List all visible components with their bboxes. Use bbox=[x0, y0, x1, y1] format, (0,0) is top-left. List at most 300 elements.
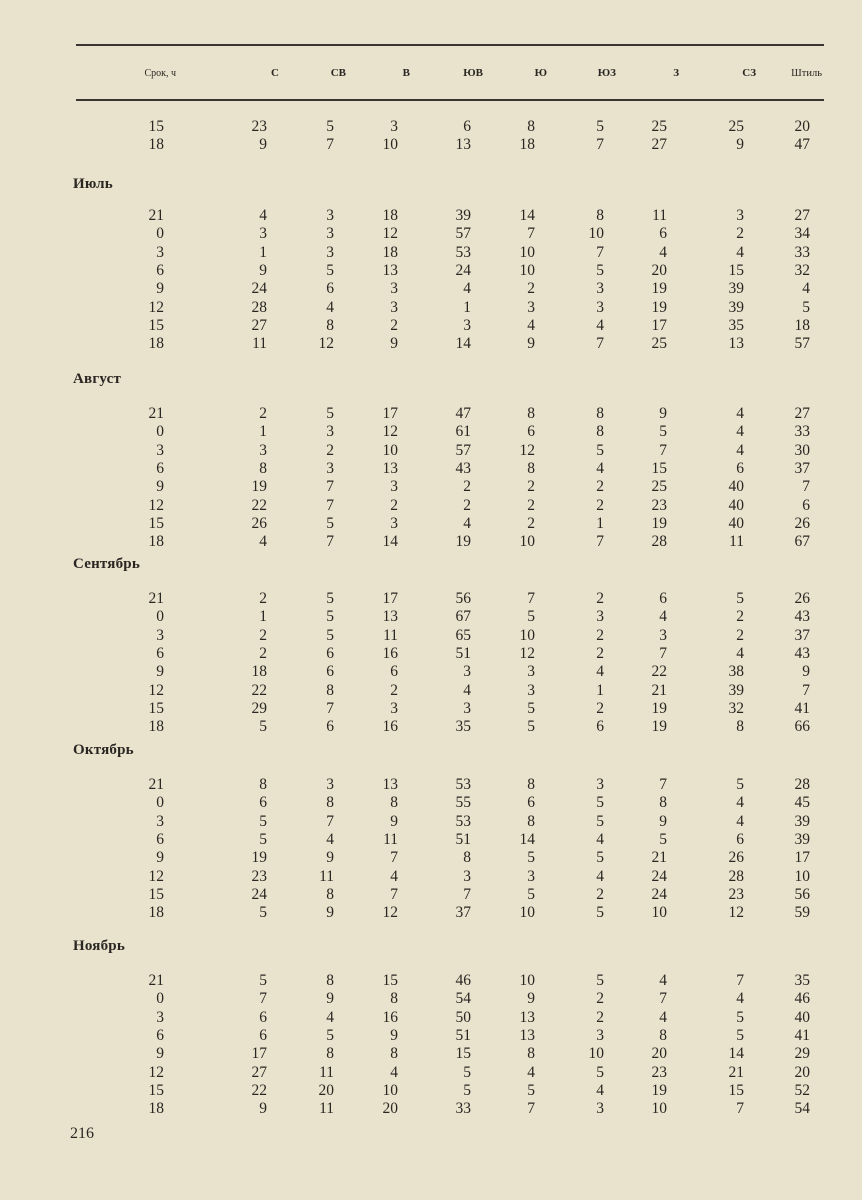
value-cell: 4 bbox=[326, 831, 334, 849]
table-row bbox=[0, 867, 810, 885]
value-cell: 9 bbox=[390, 1027, 398, 1045]
table-row bbox=[0, 262, 810, 280]
value-cell: 2 bbox=[596, 699, 604, 717]
table-header-rule bbox=[76, 99, 824, 101]
value-cell: 12 bbox=[382, 225, 398, 243]
value-cell: 3 bbox=[463, 316, 471, 334]
value-cell: 9 bbox=[390, 335, 398, 353]
value-cell: 7 bbox=[659, 776, 667, 794]
value-cell: 28 bbox=[794, 776, 810, 794]
value-cell: 4 bbox=[259, 207, 267, 225]
value-cell: 7 bbox=[527, 225, 535, 243]
value-cell: 12 bbox=[382, 423, 398, 441]
header-cell: ЮВ bbox=[463, 67, 483, 79]
value-cell: 52 bbox=[794, 1081, 810, 1099]
value-cell: 9 bbox=[326, 904, 334, 922]
hour-cell: 21 bbox=[148, 207, 164, 225]
value-cell: 3 bbox=[463, 699, 471, 717]
header-cell: ЮЗ bbox=[597, 67, 616, 79]
value-cell: 8 bbox=[390, 794, 398, 812]
month-table bbox=[0, 118, 810, 155]
value-cell: 2 bbox=[736, 626, 744, 644]
value-cell: 4 bbox=[463, 514, 471, 532]
table-row bbox=[0, 317, 810, 335]
value-cell: 47 bbox=[794, 136, 810, 154]
month-heading: Октябрь bbox=[73, 742, 134, 758]
value-cell: 54 bbox=[455, 990, 471, 1008]
value-cell: 24 bbox=[251, 885, 267, 903]
value-cell: 15 bbox=[728, 262, 744, 280]
hour-cell: 3 bbox=[156, 812, 164, 830]
value-cell: 5 bbox=[659, 831, 667, 849]
value-cell: 12 bbox=[519, 645, 535, 663]
table-row bbox=[0, 298, 810, 316]
value-cell: 10 bbox=[519, 243, 535, 261]
header-cell: С bbox=[271, 67, 279, 79]
value-cell: 2 bbox=[596, 626, 604, 644]
table-row bbox=[0, 608, 810, 626]
value-cell: 2 bbox=[390, 496, 398, 514]
value-cell: 6 bbox=[802, 496, 810, 514]
value-cell: 46 bbox=[794, 990, 810, 1008]
value-cell: 9 bbox=[527, 335, 535, 353]
value-cell: 5 bbox=[259, 972, 267, 990]
hour-cell: 18 bbox=[148, 533, 164, 551]
value-cell: 18 bbox=[382, 243, 398, 261]
value-cell: 27 bbox=[651, 136, 667, 154]
value-cell: 17 bbox=[651, 316, 667, 334]
value-cell: 17 bbox=[794, 849, 810, 867]
value-cell: 57 bbox=[455, 441, 471, 459]
value-cell: 8 bbox=[596, 405, 604, 423]
value-cell: 4 bbox=[596, 460, 604, 478]
value-cell: 6 bbox=[736, 460, 744, 478]
table-row bbox=[0, 849, 810, 867]
value-cell: 4 bbox=[527, 1063, 535, 1081]
value-cell: 39 bbox=[728, 280, 744, 298]
value-cell: 37 bbox=[455, 904, 471, 922]
value-cell: 10 bbox=[382, 136, 398, 154]
hour-cell: 21 bbox=[148, 776, 164, 794]
table-row bbox=[0, 460, 810, 478]
value-cell: 8 bbox=[527, 460, 535, 478]
value-cell: 8 bbox=[596, 423, 604, 441]
value-cell: 5 bbox=[259, 812, 267, 830]
value-cell: 1 bbox=[596, 514, 604, 532]
table-top-rule bbox=[76, 44, 824, 46]
value-cell: 4 bbox=[802, 280, 810, 298]
value-cell: 3 bbox=[390, 118, 398, 136]
value-cell: 7 bbox=[390, 885, 398, 903]
value-cell: 2 bbox=[596, 496, 604, 514]
value-cell: 19 bbox=[455, 533, 471, 551]
value-cell: 20 bbox=[794, 118, 810, 136]
table-row bbox=[0, 776, 810, 794]
hour-cell: 18 bbox=[148, 1100, 164, 1118]
value-cell: 11 bbox=[383, 831, 398, 849]
table-row bbox=[0, 533, 810, 551]
value-cell: 5 bbox=[596, 972, 604, 990]
value-cell: 11 bbox=[252, 335, 267, 353]
value-cell: 7 bbox=[259, 990, 267, 1008]
value-cell: 5 bbox=[326, 626, 334, 644]
value-cell: 5 bbox=[326, 118, 334, 136]
value-cell: 3 bbox=[390, 514, 398, 532]
table-row bbox=[0, 335, 810, 353]
table-row bbox=[0, 1027, 810, 1045]
value-cell: 43 bbox=[455, 460, 471, 478]
value-cell: 19 bbox=[651, 718, 667, 736]
value-cell: 3 bbox=[390, 699, 398, 717]
value-cell: 24 bbox=[455, 262, 471, 280]
value-cell: 15 bbox=[728, 1081, 744, 1099]
value-cell: 67 bbox=[794, 533, 810, 551]
value-cell: 11 bbox=[383, 626, 398, 644]
hour-cell: 12 bbox=[148, 496, 164, 514]
value-cell: 16 bbox=[382, 645, 398, 663]
value-cell: 10 bbox=[519, 533, 535, 551]
value-cell: 8 bbox=[326, 1045, 334, 1063]
value-cell: 5 bbox=[596, 1063, 604, 1081]
value-cell: 2 bbox=[596, 990, 604, 1008]
value-cell: 2 bbox=[596, 478, 604, 496]
hour-cell: 12 bbox=[148, 867, 164, 885]
value-cell: 3 bbox=[596, 280, 604, 298]
table-row bbox=[0, 718, 810, 736]
value-cell: 46 bbox=[455, 972, 471, 990]
value-cell: 4 bbox=[259, 533, 267, 551]
value-cell: 6 bbox=[659, 590, 667, 608]
value-cell: 40 bbox=[728, 514, 744, 532]
value-cell: 3 bbox=[326, 243, 334, 261]
hour-cell: 3 bbox=[156, 1008, 164, 1026]
header-cell: СЗ bbox=[742, 67, 756, 79]
value-cell: 3 bbox=[259, 441, 267, 459]
hour-cell: 3 bbox=[156, 441, 164, 459]
value-cell: 5 bbox=[326, 608, 334, 626]
value-cell: 19 bbox=[651, 280, 667, 298]
table-row bbox=[0, 1100, 810, 1118]
table-row bbox=[0, 813, 810, 831]
hour-cell: 0 bbox=[156, 225, 164, 243]
value-cell: 7 bbox=[463, 885, 471, 903]
value-cell: 10 bbox=[588, 225, 604, 243]
value-cell: 8 bbox=[259, 460, 267, 478]
value-cell: 4 bbox=[596, 663, 604, 681]
table-row bbox=[0, 442, 810, 460]
value-cell: 3 bbox=[326, 776, 334, 794]
value-cell: 8 bbox=[527, 405, 535, 423]
value-cell: 53 bbox=[455, 812, 471, 830]
value-cell: 8 bbox=[659, 794, 667, 812]
value-cell: 3 bbox=[326, 423, 334, 441]
value-cell: 3 bbox=[390, 280, 398, 298]
table-row bbox=[0, 1009, 810, 1027]
value-cell: 13 bbox=[728, 335, 744, 353]
value-cell: 26 bbox=[251, 514, 267, 532]
value-cell: 4 bbox=[596, 831, 604, 849]
value-cell: 5 bbox=[527, 699, 535, 717]
value-cell: 25 bbox=[651, 118, 667, 136]
value-cell: 20 bbox=[318, 1081, 334, 1099]
table-row bbox=[0, 904, 810, 922]
value-cell: 2 bbox=[259, 590, 267, 608]
value-cell: 9 bbox=[527, 990, 535, 1008]
value-cell: 21 bbox=[651, 849, 667, 867]
value-cell: 12 bbox=[382, 904, 398, 922]
value-cell: 24 bbox=[251, 280, 267, 298]
value-cell: 2 bbox=[390, 316, 398, 334]
value-cell: 4 bbox=[463, 681, 471, 699]
value-cell: 66 bbox=[794, 718, 810, 736]
value-cell: 6 bbox=[259, 1027, 267, 1045]
value-cell: 4 bbox=[736, 645, 744, 663]
table-row bbox=[0, 225, 810, 243]
value-cell: 5 bbox=[596, 849, 604, 867]
value-cell: 7 bbox=[736, 972, 744, 990]
month-table bbox=[0, 590, 810, 736]
value-cell: 7 bbox=[326, 478, 334, 496]
hour-cell: 15 bbox=[148, 316, 164, 334]
value-cell: 27 bbox=[794, 207, 810, 225]
hour-cell: 15 bbox=[148, 514, 164, 532]
table-row bbox=[0, 280, 810, 298]
value-cell: 39 bbox=[728, 298, 744, 316]
value-cell: 13 bbox=[519, 1008, 535, 1026]
value-cell: 6 bbox=[527, 423, 535, 441]
value-cell: 4 bbox=[736, 812, 744, 830]
value-cell: 4 bbox=[736, 794, 744, 812]
value-cell: 2 bbox=[390, 681, 398, 699]
value-cell: 23 bbox=[651, 496, 667, 514]
value-cell: 5 bbox=[463, 1063, 471, 1081]
value-cell: 16 bbox=[382, 718, 398, 736]
value-cell: 7 bbox=[326, 496, 334, 514]
value-cell: 1 bbox=[259, 608, 267, 626]
value-cell: 2 bbox=[463, 478, 471, 496]
value-cell: 29 bbox=[794, 1045, 810, 1063]
value-cell: 8 bbox=[326, 681, 334, 699]
table-header bbox=[0, 62, 822, 84]
table-row bbox=[0, 590, 810, 608]
value-cell: 7 bbox=[326, 533, 334, 551]
table-row bbox=[0, 515, 810, 533]
value-cell: 39 bbox=[728, 681, 744, 699]
value-cell: 5 bbox=[659, 423, 667, 441]
hour-cell: 15 bbox=[148, 885, 164, 903]
value-cell: 27 bbox=[794, 405, 810, 423]
value-cell: 4 bbox=[527, 316, 535, 334]
value-cell: 14 bbox=[519, 831, 535, 849]
value-cell: 5 bbox=[736, 776, 744, 794]
table-row bbox=[0, 118, 810, 136]
value-cell: 26 bbox=[728, 849, 744, 867]
value-cell: 54 bbox=[794, 1100, 810, 1118]
value-cell: 22 bbox=[651, 663, 667, 681]
month-table bbox=[0, 776, 810, 922]
value-cell: 11 bbox=[319, 1100, 334, 1118]
table-row bbox=[0, 645, 810, 663]
table-row bbox=[0, 244, 810, 262]
month-heading: Июль bbox=[73, 176, 113, 192]
value-cell: 6 bbox=[390, 663, 398, 681]
value-cell: 20 bbox=[651, 1045, 667, 1063]
header-cell: Ю bbox=[534, 67, 547, 79]
hour-cell: 9 bbox=[156, 849, 164, 867]
value-cell: 40 bbox=[728, 478, 744, 496]
value-cell: 18 bbox=[382, 207, 398, 225]
value-cell: 15 bbox=[382, 972, 398, 990]
value-cell: 25 bbox=[651, 478, 667, 496]
value-cell: 5 bbox=[802, 298, 810, 316]
hour-cell: 6 bbox=[156, 831, 164, 849]
value-cell: 4 bbox=[736, 405, 744, 423]
value-cell: 4 bbox=[736, 423, 744, 441]
value-cell: 8 bbox=[527, 1045, 535, 1063]
value-cell: 13 bbox=[382, 608, 398, 626]
value-cell: 7 bbox=[326, 699, 334, 717]
value-cell: 8 bbox=[326, 316, 334, 334]
value-cell: 22 bbox=[251, 681, 267, 699]
table-row bbox=[0, 794, 810, 812]
value-cell: 23 bbox=[251, 867, 267, 885]
value-cell: 7 bbox=[390, 849, 398, 867]
value-cell: 32 bbox=[794, 262, 810, 280]
value-cell: 4 bbox=[736, 441, 744, 459]
value-cell: 51 bbox=[455, 1027, 471, 1045]
value-cell: 33 bbox=[794, 243, 810, 261]
value-cell: 8 bbox=[326, 885, 334, 903]
value-cell: 14 bbox=[728, 1045, 744, 1063]
value-cell: 4 bbox=[596, 1081, 604, 1099]
value-cell: 2 bbox=[596, 885, 604, 903]
table-row bbox=[0, 405, 810, 423]
header-cell: Штиль bbox=[791, 67, 822, 79]
month-table bbox=[0, 207, 810, 353]
value-cell: 39 bbox=[794, 812, 810, 830]
table-row bbox=[0, 700, 810, 718]
value-cell: 59 bbox=[794, 904, 810, 922]
value-cell: 6 bbox=[326, 718, 334, 736]
value-cell: 13 bbox=[455, 136, 471, 154]
value-cell: 65 bbox=[455, 626, 471, 644]
value-cell: 4 bbox=[736, 243, 744, 261]
value-cell: 40 bbox=[794, 1008, 810, 1026]
value-cell: 5 bbox=[259, 718, 267, 736]
value-cell: 17 bbox=[251, 1045, 267, 1063]
hour-cell: 0 bbox=[156, 990, 164, 1008]
table-row bbox=[0, 136, 810, 154]
value-cell: 5 bbox=[527, 885, 535, 903]
hour-cell: 9 bbox=[156, 478, 164, 496]
header-cell: Срок, ч bbox=[144, 67, 176, 79]
value-cell: 22 bbox=[251, 496, 267, 514]
hour-cell: 15 bbox=[148, 118, 164, 136]
value-cell: 9 bbox=[659, 405, 667, 423]
table-row bbox=[0, 478, 810, 496]
hour-cell: 9 bbox=[156, 663, 164, 681]
value-cell: 20 bbox=[382, 1100, 398, 1118]
value-cell: 3 bbox=[527, 867, 535, 885]
value-cell: 9 bbox=[802, 663, 810, 681]
hour-cell: 18 bbox=[148, 904, 164, 922]
value-cell: 10 bbox=[794, 867, 810, 885]
value-cell: 5 bbox=[596, 118, 604, 136]
value-cell: 15 bbox=[651, 460, 667, 478]
value-cell: 25 bbox=[651, 335, 667, 353]
hour-cell: 18 bbox=[148, 136, 164, 154]
value-cell: 2 bbox=[596, 1008, 604, 1026]
value-cell: 6 bbox=[596, 718, 604, 736]
value-cell: 6 bbox=[326, 663, 334, 681]
value-cell: 35 bbox=[794, 972, 810, 990]
hour-cell: 6 bbox=[156, 460, 164, 478]
table-row bbox=[0, 990, 810, 1008]
hour-cell: 12 bbox=[148, 298, 164, 316]
value-cell: 3 bbox=[326, 460, 334, 478]
value-cell: 51 bbox=[455, 831, 471, 849]
value-cell: 8 bbox=[259, 776, 267, 794]
value-cell: 2 bbox=[527, 514, 535, 532]
value-cell: 6 bbox=[259, 794, 267, 812]
value-cell: 5 bbox=[596, 441, 604, 459]
value-cell: 30 bbox=[794, 441, 810, 459]
hour-cell: 9 bbox=[156, 1045, 164, 1063]
hour-cell: 0 bbox=[156, 608, 164, 626]
value-cell: 8 bbox=[736, 718, 744, 736]
value-cell: 3 bbox=[596, 1100, 604, 1118]
value-cell: 7 bbox=[802, 478, 810, 496]
value-cell: 6 bbox=[659, 225, 667, 243]
value-cell: 7 bbox=[659, 441, 667, 459]
value-cell: 23 bbox=[251, 118, 267, 136]
page-number: 216 bbox=[70, 1125, 94, 1142]
value-cell: 10 bbox=[651, 904, 667, 922]
hour-cell: 21 bbox=[148, 972, 164, 990]
hour-cell: 21 bbox=[148, 590, 164, 608]
value-cell: 7 bbox=[596, 243, 604, 261]
hour-cell: 21 bbox=[148, 405, 164, 423]
value-cell: 5 bbox=[736, 590, 744, 608]
value-cell: 5 bbox=[527, 608, 535, 626]
value-cell: 50 bbox=[455, 1008, 471, 1026]
value-cell: 10 bbox=[519, 972, 535, 990]
hour-cell: 3 bbox=[156, 626, 164, 644]
month-table bbox=[0, 972, 810, 1118]
value-cell: 22 bbox=[251, 1081, 267, 1099]
value-cell: 6 bbox=[736, 831, 744, 849]
value-cell: 28 bbox=[728, 867, 744, 885]
value-cell: 8 bbox=[659, 1027, 667, 1045]
value-cell: 67 bbox=[455, 608, 471, 626]
hour-cell: 6 bbox=[156, 645, 164, 663]
value-cell: 3 bbox=[326, 225, 334, 243]
value-cell: 3 bbox=[259, 225, 267, 243]
value-cell: 29 bbox=[251, 699, 267, 717]
table-row bbox=[0, 681, 810, 699]
value-cell: 4 bbox=[659, 243, 667, 261]
value-cell: 10 bbox=[519, 262, 535, 280]
value-cell: 13 bbox=[519, 1027, 535, 1045]
header-cell: СВ bbox=[330, 67, 346, 79]
value-cell: 4 bbox=[596, 316, 604, 334]
value-cell: 15 bbox=[455, 1045, 471, 1063]
value-cell: 34 bbox=[794, 225, 810, 243]
value-cell: 1 bbox=[259, 423, 267, 441]
value-cell: 11 bbox=[729, 533, 744, 551]
value-cell: 8 bbox=[596, 207, 604, 225]
value-cell: 6 bbox=[326, 280, 334, 298]
